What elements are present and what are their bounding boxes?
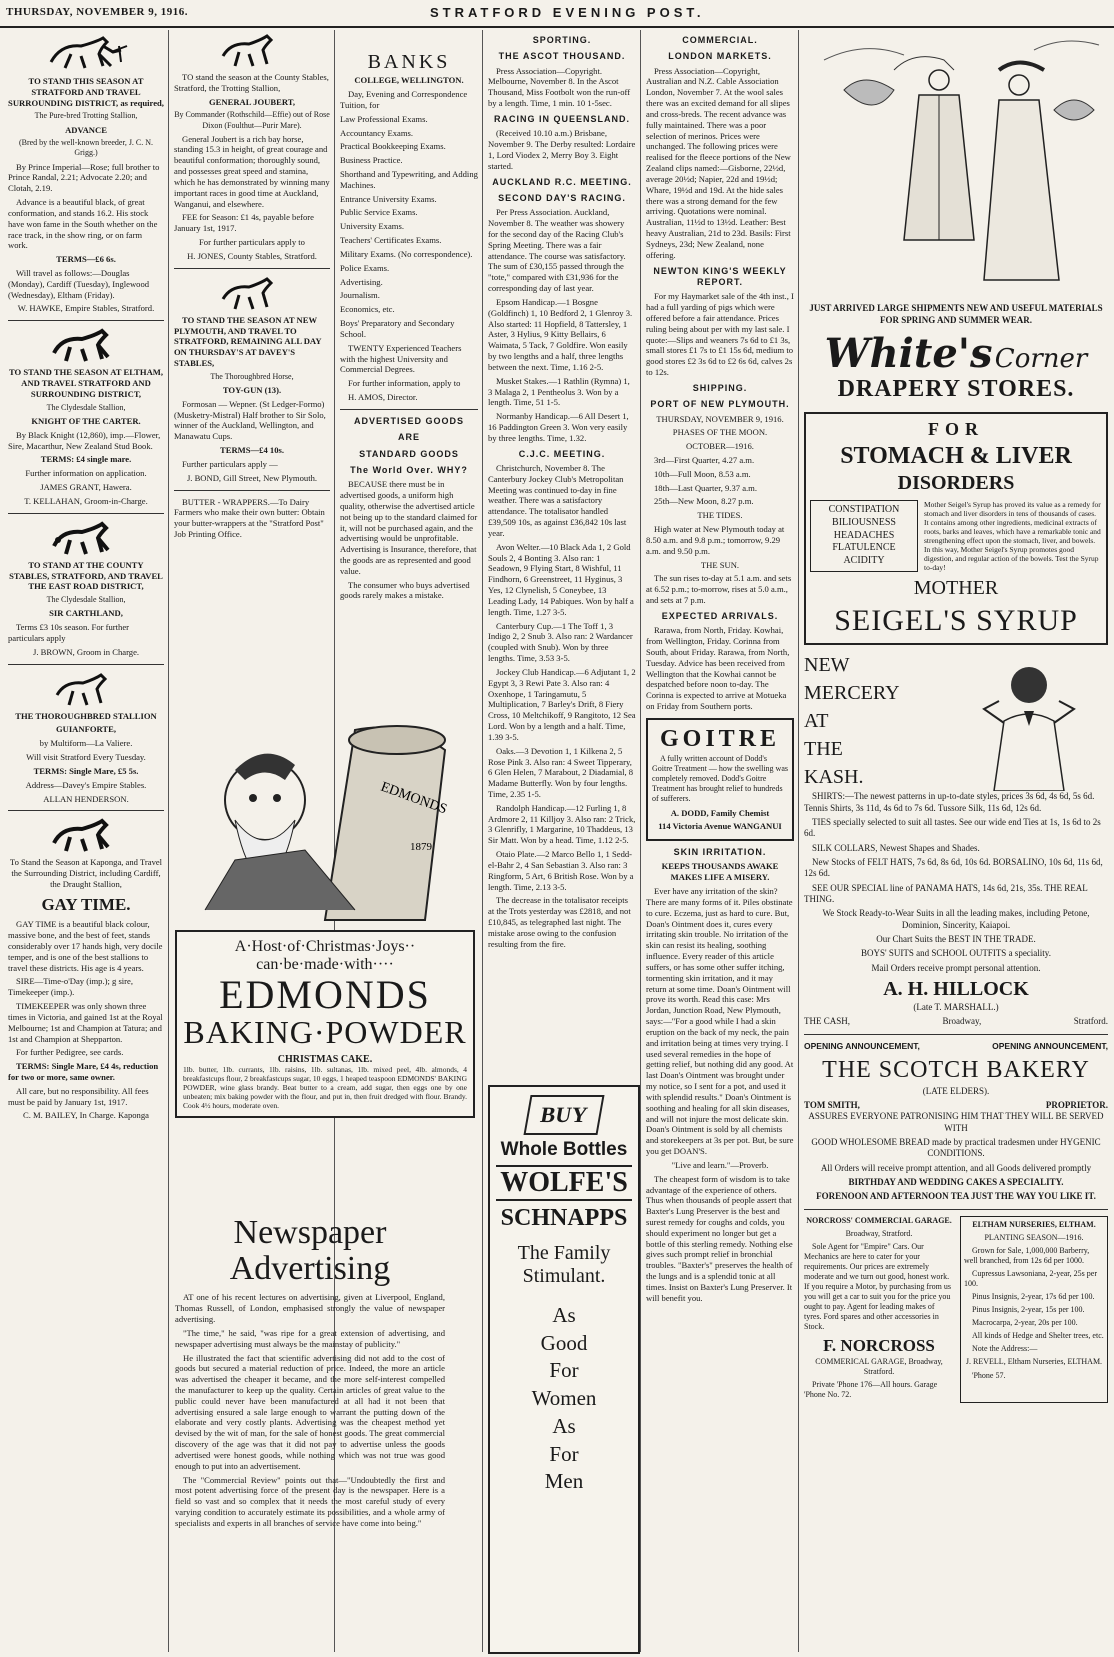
banks-course-list	[340, 89, 478, 403]
norcross-name: F. NORCROSS	[823, 1336, 935, 1356]
bakery-line: FORENOON AND AFTERNOON TEA JUST THE WAY YOU LIKE IT.	[816, 1191, 1096, 1202]
family-text: The Family	[517, 1242, 611, 1264]
stallion-name: GENERAL JOUBERT,	[209, 96, 295, 107]
ad-text: (Bred by the well-known breeder, J. C. N. Grigg.)	[18, 138, 154, 158]
article-text: The decrease in the totalisator receipts at the Trots yesterday was £2818, and not £10,845, as telegraphed last night. The mistake arose owing to the confusion resulting from the fire.	[488, 895, 631, 949]
schnapps-wordmark: SCHNAPPS	[500, 1205, 628, 1231]
bakery-line: GOOD WHOLESOME BREAD made by practical tradesmen under HYGENIC CONDITIONS.	[811, 1136, 1101, 1159]
edmonds-tagline: A·Host·of·Christmas·Joys·· can·be·made·with····	[234, 938, 416, 973]
banks-course-item: Entrance University Exams.	[340, 193, 437, 204]
eltham-address: J. REVELL, Eltham Nurseries, ELTHAM.	[965, 1357, 1103, 1367]
ad-subheading: The Clydesdale Stallion,	[46, 402, 126, 412]
bakery-owner-name: TOM SMITH,	[804, 1100, 860, 1110]
newspaper-advertising-article	[175, 1215, 445, 1652]
column-1	[8, 30, 164, 1652]
opening-announcement: OPENING ANNOUNCEMENT,	[804, 1040, 920, 1051]
banks-course-item: TWENTY Experienced Teachers with the highest University and Commercial Degrees.	[340, 342, 462, 375]
ad-subheading: The Thoroughbred Horse,	[210, 371, 294, 381]
mercery-list	[804, 791, 1108, 974]
as-good-word: As	[552, 1413, 576, 1438]
moon-phase: 10th—Full Moon, 8.53 a.m.	[654, 468, 751, 479]
ad-signature: T. KELLAHAN, Groom-in-Charge.	[24, 495, 148, 506]
banks-course-item: Journalism.	[340, 290, 380, 301]
ailment: FLATULENCE	[832, 542, 896, 554]
hillock-cash: THE CASH,	[804, 1016, 851, 1027]
mercery-line: SHIRTS:—The newest patterns in up-to-date styles, prices 3s 6d, 4s 6d, 5s 6d. Tennis Shirts, 3s 11d, 4s 6d to 7s 6d. Tussore Silk, 11s 6d, 12s 6d.	[804, 791, 1095, 813]
thoroughbred-horse-icon	[51, 671, 121, 707]
ascot-heading: THE ASCOT THOUSAND.	[498, 51, 626, 62]
column-rule	[640, 30, 641, 1652]
auckland-heading: AUCKLAND R.C. MEETING.	[492, 176, 632, 187]
edmonds-tin-illustration	[175, 710, 475, 925]
column-rule	[482, 30, 483, 1652]
ad-text: Further particulars apply —	[182, 458, 278, 469]
goitre-title: GOITRE	[659, 725, 781, 752]
ad-text: Will visit Stratford Every Tuesday.	[26, 752, 146, 763]
skin-subheading: KEEPS THOUSANDS AWAKE MAKES LIFE A MISERY.	[661, 861, 779, 883]
moon-phase: 25th—New Moon, 8.27 p.m.	[654, 496, 754, 507]
whites-logo	[804, 329, 1108, 377]
article-text: The cheapest form of wisdom is to take advantage of the experience of others. Thus when thousands of people assert that Baxter's Lung Preserver is the best and surest remedy for coughs and colds, you should experiment no longer but get a bottle of this sterling remedy. Nothing else gives such prompt relief in bronchial troubles. "Baxter's" preserves the health of the lungs and is a splendid tonic at all times. Insist on Baxter's Lung Preserver. It will benefit you.	[646, 1173, 793, 1303]
ailment: HEADACHES	[833, 529, 895, 541]
column-rule	[798, 30, 799, 1652]
mercery-line: Mail Orders receive prompt personal attention.	[871, 962, 1041, 973]
tides-heading: THE TIDES.	[697, 510, 743, 521]
ad-subheading: The Clydesdale Stallion,	[46, 595, 126, 605]
article-text: Jockey Club Handicap.—6 Adjutant 1, 2 Egypt 3, 3 Rewi Pate 3. Also ran: 4 Oxenhope, 1 Taringamutu, 5 Multiplication, 7 Barley's Drift, 8 Fiery Cross, 10 Meltchikoff, 9 Rangitoto, 12 Sea Lord. Won by a length and a half. Time, 1.39 3-5.	[488, 666, 636, 742]
mercery-word: NEW	[804, 654, 850, 677]
article-text: Press Association—Copyright, Australian and N.Z. Cable Association London, November 7. At the wool sales there was an excited demand for all slipes and cross-breds. The recent advance was fully maintained. There was a poor selection of merinos. Prices were unchanged. The following prices were realised for the fleece portions of the New Zealand clips named:—Gisborne, 22½d, average 20½d; Napier, 22d and 19½d; Whare, 19½d and 19d. At the hide sales there was a strong demand for the few arriving. Quotations were nominal. Australian, 11½d to 13½d. Leather: Best heavy Australian, 21d to 23d. Basils: First Sydneys, 23d; New Zealand, none offering.	[646, 65, 791, 260]
ad-subheading: The Pure-bred Trotting Stallion,	[34, 111, 138, 121]
moon-heading: PHASES OF THE MOON.	[672, 427, 768, 438]
seigel-stomach: STOMACH & LIVER	[840, 442, 1072, 469]
eltham-ad	[960, 1216, 1108, 1404]
advertised-goods-heading: The World Over. WHY?	[350, 464, 468, 475]
eltham-line: Pinus Insignis, 2-year, 15s per 100.	[972, 1305, 1085, 1315]
eltham-season: PLANTING SEASON—1916.	[984, 1232, 1084, 1242]
seigel-syrup: SEIGEL'S SYRUP	[834, 603, 1078, 637]
norcross-text: Sole Agent for "Empire" Cars. Our Mechanics are here to cater for your requirements. Our prices are extremely moderate and we turn out good, honest work. If you require a Motor, by purchasing from us you will get a car to suit you for the price you ought to pay. Agent for leading makes of tyres. Ford spares and other accessories in Stock.	[804, 1241, 951, 1332]
tin-year: 1879	[410, 841, 432, 853]
advertised-goods-heading: ADVERTISED GOODS	[353, 415, 464, 426]
shipping-date: THURSDAY, NOVEMBER 9, 1916.	[656, 413, 784, 424]
article-text: Canterbury Cup.—1 The Toff 1, 3 Indigo 2, 2 Snub 3. Also ran: 2 Wardancer (coupled with Snub). Won by three lengths. Time, 3.53 3-5.	[488, 620, 633, 664]
eltham-line: Pinus Insignis, 2-year, 17s 6d per 100.	[972, 1292, 1095, 1302]
ad-text: by Multiform—La Valiere.	[39, 738, 133, 749]
issue-date: THURSDAY, NOVEMBER 9, 1916.	[6, 6, 188, 18]
mercery-line: TIES specially selected to suit all tastes. See our wide end Ties at 1s, 1s 6d to 2s 6d.	[804, 816, 1101, 839]
ad-signature: C. M. BAILEY, In Charge. Kaponga	[23, 1110, 149, 1121]
banks-course-item: Boys' Preparatory and Secondary School.	[340, 318, 455, 339]
eltham-heading: ELTHAM NURSERIES, ELTHAM.	[972, 1219, 1096, 1229]
ad-text: General Joubert is a rich bay horse, standing 15.3 in height, of great courage and beautiful conformation; thoroughly sound, and possesses great speed and stamina, which he has demonstrated by winning many important races in good time at Auckland, Wanganui, and elsewhere.	[174, 133, 330, 209]
as-good-word: Good	[540, 1330, 588, 1355]
ad-text: Address—Davey's Empire Stables.	[25, 779, 147, 790]
banks-title: BANKS	[367, 51, 451, 73]
wolfes-wordmark: WOLFE'S	[496, 1165, 632, 1201]
stallion-name: SIR CARTHLAND,	[49, 608, 123, 619]
bakery-line: ASSURES EVERYONE PATRONISING HIM THAT THEY WILL BE SERVED WITH	[808, 1111, 1104, 1133]
mercery-word: KASH.	[804, 766, 864, 789]
article-text: Avon Welter.—10 Black Ada 1, 2 Gold Souls 2, 4 Bonting 3. Also ran: 1 Seadown, 9 Flying Start, 8 Wishful, 11 Findhorn, 6 Greenstreet, 11 Hyginus, 3 Yes, 12 Clynelish, 5 Coneybee, 13 Leading Lady, 14 Pabiques. Won by half a length. Time, 1.27 3-5.	[488, 541, 634, 617]
ad-heading: TO STAND THE SEASON AT ELTHAM, AND TRAVEL STRATFORD AND SURROUNDING DISTRICT,	[8, 367, 164, 399]
draught-horse-icon	[46, 327, 126, 363]
article-text: Ever have any irritation of the skin? There are many forms of it. Piles obstinate to cure. Eczema, just as hard to cure. But, Doan's Ointment does it, cures every irritating skin trouble. No irritation of the skin can resist its healing, soothing influence. Every reader of this article suffers, or has some other suffer itching, tormenting skin irritation, and it may return at some time. Doan's Ointment will prove its worth. Read this case: Mrs Jordan, Junction Road, New Plymouth, says:—"For a good while I had a skin eruption on the back of my neck, the pain and irritation being at times very trying. I used several remedies in the hope of getting relief, but nothing did any good. At last Doan's Ointment was brought under my notice, so I sent for a pot, and used it with splendid results." Doan's Ointment is soothing and healing for all skin diseases, and will not injure the most delicate skin. Doan's Ointment is sold by all chemists and storekeepers at 3s per pot. But, be sure you get DOAN'S.	[646, 886, 794, 1157]
mercery-line: SEE OUR SPECIAL line of PANAMA HATS, 14s 6d, 21s, 35s. THE REAL THING.	[804, 882, 1088, 904]
ad-heading: TO STAND THE SEASON AT NEW PLYMOUTH, AND TRAVEL TO STRATFORD, REMAINING ALL DAY ON THURSDAY'S AT DAVEY'S STABLES,	[174, 314, 322, 369]
ailment: BILIOUSNESS	[832, 516, 896, 528]
ad-terms: TERMS—£4 10s.	[220, 445, 284, 456]
sporting-heading: SPORTING.	[532, 35, 592, 45]
ad-terms: FEE for Season: £1 4s, payable before January 1st, 1917.	[174, 212, 314, 234]
as-good-word: For	[549, 1358, 579, 1383]
column-4-sporting	[488, 30, 636, 1070]
article-text: Normanby Handicap.—6 All Desert 1, 16 Paddington Green 3. Won very easily by three lengths. Time, 1.32.	[488, 411, 629, 443]
ad-text: By Commander (Rothschild—Effie) out of Rose Dixon (Foulthut—Purir Mare).	[174, 110, 330, 130]
scotch-bakery-sub: (LATE ELDERS).	[922, 1085, 990, 1096]
article-text: Rarawa, from North, Friday. Kowhai, from Wellington, Friday. Corinna from South, about Friday. Rarawa, from North, Tuesday. Advice has been received from Wellington that the Kowhai cannot be despatched before noon to-day. The Corinna is expected to arrive at Motueka on Friday from Southern ports.	[646, 625, 790, 712]
london-markets-heading: LONDON MARKETS.	[668, 51, 772, 62]
eltham-line: Macrocarpa, 2-year, 20s per 100.	[972, 1318, 1078, 1328]
edmonds-box	[175, 930, 475, 1118]
banks-course-item: Military Exams. (No correspondence).	[340, 248, 473, 259]
article-text: Epsom Handicap.—1 Bosgne (Goldfinch) 1, 10 Bedford 2, 1 Glenroy 3. Also started: 11 Hopfield, 8 Tattersley, 1 Aster, 3 Hylius, 9 Kitty Bellairs, 6 Waimata, 5 Tack, 7 Goldfire. Won easily by two lengths and a half, three lengths between the next. Time, 1.16 2-5.	[488, 296, 633, 372]
ad-heading: TO STAND AT THE COUNTY STABLES, STRATFORD, AND TRAVEL THE EAST ROAD DISTRICT,	[9, 559, 163, 592]
article-text: (Received 10.10 a.m.) Brisbane, November 9. The Derby resulted: Lordaire 1, Lord Viodex 2, Merry Boy 3. Eight started.	[488, 128, 636, 171]
wolfes-schnapps-ad	[488, 1085, 640, 1654]
commercial-heading: COMMERCIAL.	[682, 35, 758, 45]
opening-row	[804, 1041, 1108, 1052]
advertised-goods-heading: ARE	[397, 432, 420, 443]
drapery-stores-wordmark: DRAPERY STORES.	[837, 375, 1075, 402]
banks-course-item: For further information, apply to	[348, 378, 461, 389]
mercery-word: AT	[804, 710, 829, 733]
stimulant-text: Stimulant.	[522, 1265, 606, 1287]
drapery-illustration	[804, 30, 1104, 300]
banks-course-item: Practical Bookkeeping Exams.	[340, 141, 446, 152]
article-text: Musket Stakes.—1 Rathlin (Rymna) 1, 3 Malaga 2, 1 Pentheolus 3. Won by a length. Time, 51 1-5.	[488, 375, 630, 408]
scotch-bakery-title: THE SCOTCH BAKERY	[822, 1057, 1090, 1084]
trotter-horse-icon	[217, 32, 287, 68]
column-5-commercial	[646, 30, 794, 1652]
ad-signature: J. BOND, Gill Street, New Plymouth.	[186, 472, 318, 483]
article-text: Press Association—Copyright. Melbourne, November 8. In the Ascot Thousand, Miss Footbolt won the run-off by a length. Time, 1 min. 10 1-5sec.	[488, 65, 631, 109]
ad-terms: TERMS: Single Mare, £5 5s.	[33, 765, 139, 776]
ailments-box	[810, 500, 918, 572]
moon-month: OCTOBER—1916.	[686, 441, 754, 452]
mercery-line: BOYS' SUITS and SCHOOL OUTFITS a speciality.	[861, 948, 1051, 959]
newton-king-heading: NEWTON KING'S WEEKLY REPORT.	[653, 265, 787, 287]
ad-signature: W. HAWKE, Empire Stables, Stratford.	[17, 303, 155, 314]
tin-label: EDMONDS	[378, 779, 449, 818]
moon-phase: 3rd—First Quarter, 4.27 a.m.	[654, 454, 755, 465]
new-mercery-heading	[804, 651, 954, 791]
ad-text: TIMEKEEPER was only shown three times in Victoria, and gained 1st at the Royal Melbourne; 1st and Champion at Tatura; and 1st and Champion at Shepparton.	[8, 1001, 163, 1044]
butter-wrappers-ad: BUTTER - WRAPPERS.—To Dairy Farmers who make their own butter: Obtain your butter-wrappers at the "Stratford Post" Job Printing Office.	[174, 496, 325, 540]
banks-course-item: Teachers' Certificates Exams.	[340, 235, 442, 246]
seigel-ad	[804, 412, 1108, 645]
banks-course-item: Day, Evening and Correspondence Tuition, for	[340, 89, 468, 110]
mercery-word: THE	[804, 738, 843, 761]
article-text: The "Commercial Review" points out that—"Undoubtedly the first and most potent advertising force of the present day is the newspaper. Here is a field so vast and so complex that it needs the most careful study of every varying condition to accurately estimate its possibilities, and a whole army of specialists and experts in all branches of service have come into being."	[175, 1474, 445, 1528]
norcross-heading: NORCROSS' COMMERCIAL GARAGE.	[806, 1215, 952, 1225]
norcross-sub: COMMERICAL GARAGE, Broadway, Stratford.	[815, 1356, 943, 1376]
ad-heading: To Stand the Season at Kaponga, and Travel the Surrounding District, including Cardiff, the Draught Stallion,	[9, 857, 163, 889]
article-text: Oaks.—3 Devotion 1, 1 Kilkena 2, 5 Rose Pink 3. Also ran: 4 Sweet Tipperary, 6 Glen Helen, 7 Marabout, 2 Diadamial, 8 Madame Butterfly. Won by four lengths. Time, 2.35 1-5.	[488, 745, 634, 799]
column-2	[174, 30, 330, 670]
mercery-line: SILK COLLARS, Newest Shapes and Shades.	[812, 842, 980, 853]
ad-text: Will travel as follows:—Douglas (Monday), Cardiff (Tuesday), Inglewood (Wednesday), Eltham (Friday).	[8, 268, 150, 300]
norcross-phone: Private 'Phone 176—All hours. Garage 'Phone No. 72.	[804, 1380, 938, 1400]
eltham-note: Note the Address:—	[972, 1344, 1038, 1354]
mercery-word: MERCERY	[804, 682, 900, 705]
stallion-name: KNIGHT OF THE CARTER.	[31, 415, 141, 426]
ad-terms: TERMS: Single Mare, £4 4s, reduction for two or more, same owner.	[8, 1061, 159, 1082]
bakery-line: All Orders will receive prompt attention, and all Goods delivered promptly	[820, 1162, 1092, 1173]
sun-heading: THE SUN.	[700, 559, 740, 570]
ad-text: Advance is a beautiful black, of great conformation, and stands 16.2. His stock have won fame in the South whether on the race track, in the show ring, or on farm work.	[8, 197, 158, 251]
trotting-horse-icon	[41, 32, 131, 72]
ad-heading: TO stand the season at the County Stables, Stratford, the Trotting Stallion,	[174, 72, 329, 93]
norcross-location: Broadway, Stratford.	[845, 1228, 913, 1238]
advertised-goods-heading: STANDARD GOODS	[359, 448, 459, 459]
advertised-goods-text: The consumer who buys advertised goods rarely makes a mistake.	[340, 579, 470, 601]
article-text: Christchurch, November 8. The Canterbury Jockey Club's Metropolitan Meeting was continued to-day in fine weather. There was a satisfactory attendance. The totalisator handled £39,509 10s, as against £36,842 10s last year.	[488, 462, 627, 538]
bakery-proprietor: PROPRIETOR.	[1045, 1100, 1108, 1110]
ad-text: By Prince Imperial—Rose; full brother to Prince Randal, 2.21; Advocate 2.20; and Clotah, 2.19.	[8, 161, 160, 194]
ailment: CONSTIPATION	[828, 504, 900, 516]
banks-course-item: Public Service Exams.	[340, 207, 418, 218]
ad-text: All care, but no responsibility. All fees must be paid by January 1st, 1917.	[8, 1085, 149, 1107]
man-tying-tie-illustration	[954, 651, 1104, 791]
ad-text: By Black Knight (12,860), imp.—Flower, Sire, Macarthur, New Zealand Stud Book.	[8, 429, 161, 451]
eltham-phone: 'Phone 57.	[972, 1370, 1006, 1380]
cake-recipe: 1lb. butter, 1lb. currants, 1lb. raisins, 1lb. sultanas, 1lb. mixed peel, 4lb. almonds, 4 breakfastcups flour, 2 breakfastcups sugar, 10 eggs, 1 heaped teaspoon EDMONDS' BAKING POWDER, wine glass brandy. Beat butter to a cream, add sugar, then eggs one by one unbeaten; mix baking powder with the flour, and put in, then fruit dredged with flour. Brandy. Cook 4½ hours, moderate oven.	[183, 1064, 467, 1110]
skin-heading: SKIN IRRITATION.	[673, 847, 767, 858]
goitre-address: 114 Victoria Avenue WANGANUI	[658, 821, 782, 832]
ad-terms: Terms £3 10s season. For further particulars apply	[8, 622, 130, 643]
norcross-ad	[804, 1216, 954, 1404]
mercery-line: We Stock Ready-to-Wear Suits in all the leading makes, including Petone, Dominion, Sincerity, Kaiapoi.	[822, 908, 1090, 930]
queensland-heading: RACING IN QUEENSLAND.	[493, 113, 630, 124]
whole-bottles-text: Whole Bottles	[500, 1139, 628, 1160]
eltham-line: All kinds of Hedge and Shelter trees, etc.	[972, 1331, 1104, 1341]
as-good-word: For	[549, 1441, 579, 1466]
arrivals-heading: EXPECTED ARRIVALS.	[661, 610, 779, 621]
column-6-ads	[804, 30, 1108, 1652]
edmonds-ad	[175, 710, 475, 1200]
hillock-address	[804, 1016, 1108, 1027]
article-text: The sun rises to-day at 5.1 a.m. and sets at 6.52 p.m.; to-morrow, rises at 5.0 a.m., and sets at 7 p.m.	[646, 573, 792, 606]
article-text: Otaio Plate.—2 Marco Bello 1, 1 Sedd-el-Bahr 2, 4 San Sebastian 3. Also ran: 3 Ringform, 5 Art, 6 British Rose. Won by a length. Time, 2.13 3-5.	[488, 849, 634, 892]
paper-title: STRATFORD EVENING POST.	[430, 5, 705, 20]
stallion-name: ADVANCE	[65, 124, 107, 135]
as-good-word: Women	[531, 1386, 597, 1411]
xmas-cake-heading: CHRISTMAS CAKE.	[277, 1053, 373, 1065]
banks-course-item: Accountancy Exams.	[340, 127, 414, 138]
hillock-road: Broadway,	[942, 1016, 982, 1027]
article-text: "The time," he said, "was ripe for a great extension of advertising, and newspaper advertising must always be the mainstay of publicity."	[175, 1327, 445, 1349]
ad-signature: ALLAN HENDERSON.	[43, 793, 129, 804]
article-text: Per Press Association. Auckland, November 8. The weather was showery for the second day of the Racing Club's Spring Meeting. There was a fair attendance. The course was satisfactory. The sum of £30,155 passed through the "tote," compared with £31,936 for the corresponding day of last year.	[488, 207, 626, 294]
seigel-disorders: DISORDERS	[897, 472, 1015, 495]
ad-text: Further information on application.	[25, 468, 147, 479]
corner-wordmark: Corner	[994, 343, 1088, 374]
second-day-heading: SECOND DAY'S RACING.	[498, 192, 626, 203]
goitre-ad	[646, 718, 794, 841]
whites-wordmark: White's	[824, 329, 993, 377]
banks-course-item: Business Practice.	[340, 155, 403, 166]
clydesdale-horse-icon	[46, 520, 126, 556]
ad-signature: H. JONES, County Stables, Stratford.	[187, 250, 317, 261]
draught-stallion-icon	[46, 817, 126, 853]
article-text: High water at New Plymouth today at 8.50 a.m. and 9.8 p.m.; tomorrow, 9.29 a.m. and 9.50 p.m.	[646, 524, 785, 556]
baking-powder-wordmark: BAKING·POWDER	[183, 1014, 467, 1050]
article-text: AT one of his recent lectures on advertising, given at Liverpool, England, Thomas Russell, of London, emphasised strongly the value of newspaper advertising.	[175, 1292, 445, 1325]
column-rule	[168, 30, 169, 1652]
hillock-sub: (Late T. MARSHALL.)	[913, 1002, 999, 1013]
buy-badge: BUY	[523, 1095, 604, 1135]
hillock-name: A. H. HILLOCK	[883, 977, 1029, 1000]
seigel-for: FOR	[928, 419, 984, 440]
mercery-line: New Stocks of FELT HATS, 7s 6d, 8s 6d, 10s 6d. BORSALINO, 10s 6d, 11s 6d, 12s 6d.	[804, 856, 1103, 879]
eltham-line: Cupressus Lawsoniana, 2-year, 25s per 100.	[964, 1268, 1097, 1289]
banks-course-item: Advertising.	[340, 276, 383, 287]
as-good-word: Men	[544, 1469, 584, 1494]
port-heading: PORT OF NEW PLYMOUTH.	[650, 399, 790, 410]
banks-course-item: Law Professional Exams.	[340, 113, 428, 124]
edmonds-wordmark: EDMONDS	[219, 972, 431, 1017]
as-good-word: As	[552, 1303, 576, 1327]
ad-terms: TERMS—£6 6s.	[56, 254, 116, 265]
ad-signature: JAMES GRANT, Hawera.	[40, 482, 132, 493]
newspaper-title: Newspaper	[233, 1215, 387, 1251]
masthead	[0, 0, 1114, 28]
bakery-line: BIRTHDAY AND WEDDING CAKES A SPECIALITY.	[848, 1176, 1064, 1187]
ad-terms: TERMS: £4 single mare.	[40, 454, 132, 465]
goitre-seller: A. DODD, Family Chemist	[670, 807, 770, 818]
article-text: He illustrated the fact that scientific advertising did not add to the cost of goods but secured a material reduction of price. Indeed, the more an article was advertised the cheaper it became, and the more self-interest compelled the manufacturer to keep up the quality. Certain articles of great value to the public could never have been manufactured at all had it not been that advertising ensured a sale large enough to warrant the putting down of the elaborate and very costly plants. Advertising was the cheapest method yet devised by the wit of man, for the sale of honest goods. The great commercial discovery of the age was that it did not pay to advertise unless the goods advertised were honest goods, while nothing which was not true was good enough to put into an advertisement.	[175, 1352, 445, 1471]
banks-course-item: Shorthand and Typewriting, and Adding Machines.	[340, 168, 478, 190]
seigel-mother: MOTHER	[913, 577, 999, 600]
ailment: ACIDITY	[843, 554, 885, 566]
opening-announcement: OPENING ANNOUNCEMENT,	[992, 1040, 1108, 1051]
banks-course-item: Economics, etc.	[340, 304, 395, 315]
article-text: Randolph Handicap.—12 Furling 1, 8 Ardmore 2, 11 Killjoy 3. Also ran: 2 Trick, 3 Glenrifly, 1 Margarine, 10 Thaddeus, 13 Sir Matt. Won by a head. Time, 1.12 2-5.	[488, 802, 636, 846]
ad-text: GAY TIME is a beautiful black colour, massive bone, and the best of feet, stands considerably over 17 hands high, very docile temper, and is one of the best stallions to travel these districts. His age is 4 years.	[8, 919, 163, 973]
banks-course-item: University Exams.	[340, 221, 404, 232]
ad-text: For further Pedigree, see cards.	[16, 1047, 124, 1058]
moon-phase: 18th—Last Quarter, 9.37 a.m.	[654, 482, 757, 493]
stallion-name: GUIANFORTE,	[55, 724, 117, 735]
ad-text: Formosan — Wepner. (St Ledger-Formo) (Musketry-Mistral) Half brother to Sir Solo, winner of the Auckland, Wellington, and Manawatu Cups.	[174, 398, 326, 442]
proverb-heading: "Live and learn."—Proverb.	[671, 1159, 769, 1170]
advertising-title: Advertising	[229, 1249, 391, 1287]
cjc-heading: C.J.C. MEETING.	[518, 448, 606, 459]
gay-time-title: GAY TIME.	[41, 894, 131, 914]
ad-heading: THE THOROUGHBRED STALLION	[15, 710, 157, 721]
advertised-goods-text: BECAUSE there must be in advertised goods, a uniform high quality, otherwise the advertised article not being up to the standard claimed for it, will not be purchased again, and the advertising would be unprofitable. Advertising is Insurance, therefore, that the goods are as represented and good value.	[340, 479, 478, 576]
toy-gun-horse-icon	[217, 275, 287, 311]
ad-signature: J. BROWN, Groom in Charge.	[32, 646, 140, 657]
bakery-owner	[804, 1100, 1108, 1111]
seigel-text: Mother Seigel's Syrup has proved its value as a remedy for stomach and liver disorders in tens of thousands of cases. It contains among other ingredients, medicinal extracts of roots, barks and leaves, which have a remarkable tonic and strengthening effect upon the stomach, liver, and bowels. In this way, Mother Seigel's Syrup promotes good digestion, and regular action of the bowels. Test the Syrup to-day!	[924, 500, 1101, 573]
drapery-caption: JUST ARRIVED LARGE SHIPMENTS NEW AND USEFUL MATERIALS FOR SPRING AND SUMMER WEAR.	[809, 303, 1103, 325]
eltham-line: Grown for Sale, 1,000,000 Barberry, well branched, from 12s 6d per 1000.	[964, 1245, 1090, 1265]
banks-course-item: Police Exams.	[340, 262, 390, 273]
ad-text: For further particulars apply to	[199, 237, 305, 248]
article-text: For my Haymarket sale of the 4th inst., I had a full yarding of pigs which were offered before a fair attendance. Prices ruling being about per with my last sale. I quote:—Slips and weaners 7s 6d to £1 3s, small stores £1 7s to £1 15s 6d, medium to good stores £2 3s 6d to £2 6s 6d, calves 2s to 12s.	[646, 291, 794, 378]
column-3	[340, 30, 478, 730]
hillock-town: Stratford.	[1073, 1016, 1108, 1027]
goitre-text: A fully written account of Dodd's Goitre Treatment — how the swelling was completely removed. Dodd's Goitre Treatment has brought relief to hundreds of sufferers.	[652, 754, 788, 804]
mercery-line: Our Chart Suits the BEST IN THE TRADE.	[876, 933, 1036, 944]
ad-text: SIRE—Time-o'Day (imp.); g sire, Timekeeper (imp.).	[8, 976, 134, 998]
banks-subtitle: COLLEGE, WELLINGTON.	[354, 75, 464, 86]
stallion-name: TOY-GUN (13).	[222, 384, 282, 395]
banks-course-item: H. AMOS, Director.	[348, 392, 418, 403]
ad-stratford-heading: TO STAND THIS SEASON AT STRATFORD AND TRAVEL SURROUNDING DISTRICT, as required,	[8, 76, 164, 108]
as-good-list	[490, 1302, 638, 1496]
shipping-heading: SHIPPING.	[692, 382, 748, 393]
